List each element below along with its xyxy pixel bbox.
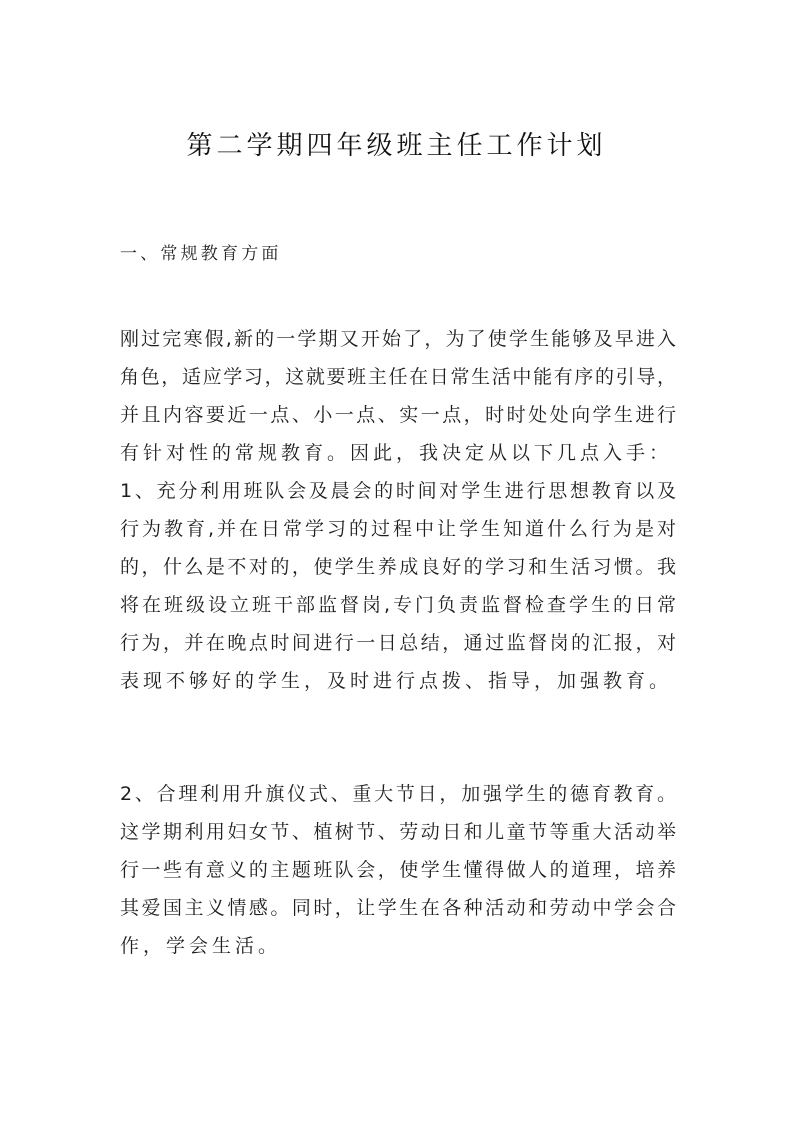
text-line: 这学期利用妇女节、植树节、劳动日和儿童节等重大活动举: [120, 821, 676, 843]
text-line: 其爱国主义情感。同时，让学生在各种活动和劳动中学会合: [120, 897, 676, 919]
text-line: 刚过完寒假,新的一学期又开始了，为了使学生能够及早进入: [120, 328, 676, 350]
text-line: 有针对性的常规教育。因此，我决定从以下几点入手：: [120, 442, 673, 464]
text-line: 角色，适应学习，这就要班主任在日常生活中能有序的引导，: [120, 366, 676, 388]
document-title: 第二学期四年级班主任工作计划: [186, 131, 607, 161]
paragraph-point-2: [120, 775, 676, 965]
text-line: 行为，并在晚点时间进行一日总结，通过监督岗的汇报，对: [120, 632, 676, 654]
text-line: 行为教育,并在日常学习的过程中让学生知道什么行为是对: [120, 518, 676, 540]
text-line: 1、充分利用班队会及晨会的时间对学生进行思想教育以及: [120, 480, 676, 502]
text-line: 作，学会生活。: [120, 935, 282, 957]
section-heading-routine-education: 一、常规教育方面: [120, 244, 282, 264]
paragraph-intro-and-point-1: [120, 320, 676, 700]
text-line: 表现不够好的学生，及时进行点拨、指导，加强教育。: [120, 670, 673, 692]
text-line: 2、合理利用升旗仪式、重大节日，加强学生的德育教育。: [120, 783, 676, 805]
text-line: 将在班级设立班干部监督岗,专门负责监督检查学生的日常: [120, 594, 676, 616]
text-line: 行一些有意义的主题班队会，使学生懂得做人的道理，培养: [120, 859, 676, 881]
text-line: 并且内容要近一点、小一点、实一点，时时处处向学生进行: [120, 404, 676, 426]
text-line: 的，什么是不对的，使学生养成良好的学习和生活习惯。我: [120, 556, 676, 578]
